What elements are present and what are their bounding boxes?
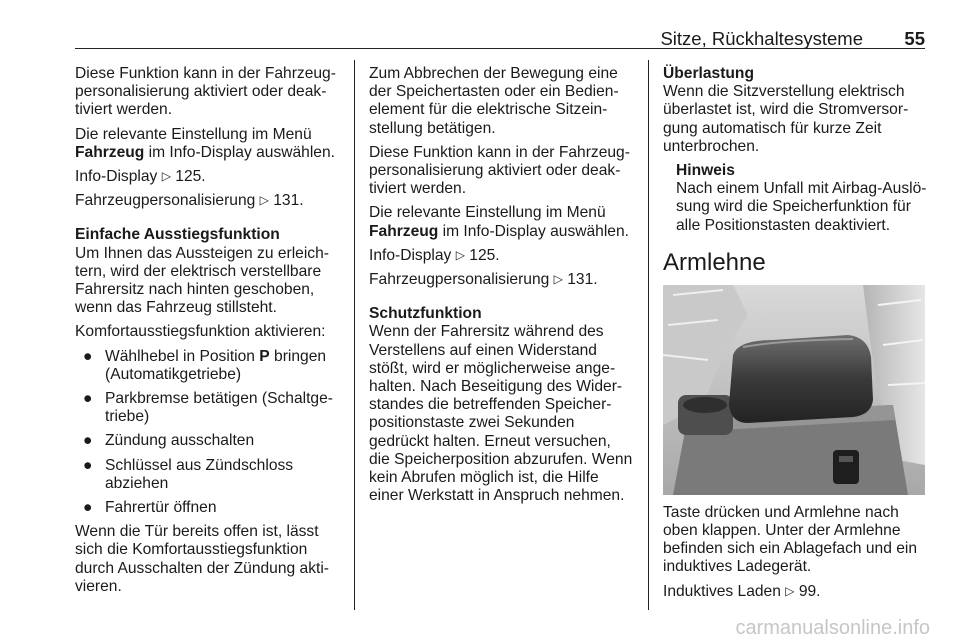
page-ref-triangle-icon: ▷: [553, 272, 563, 287]
subheading: Überlastung: [663, 65, 754, 82]
bullet-icon: ●: [83, 499, 93, 517]
paragraph: Diese Funktion kann in der Fahrzeugpersonalisierung aktiviert oder deaktiviert werden.: [75, 65, 336, 119]
note-text: Nach einem Unfall mit Airbag-Auslösung wird die Speicherfunktion für alle Positionstasten deaktiviert.: [676, 180, 927, 234]
paragraph: Zum Abbrechen der Bewegung eine der Speichertasten oder ein Bedienelement für die elektrische Sitzeinstellung betätigen.: [369, 65, 619, 137]
page-reference[interactable]: Info-Display ▷ 125.: [75, 168, 206, 186]
subheading: Einfache Ausstiegsfunktion: [75, 226, 280, 244]
paragraph: Wenn der Fahrersitz während des Verstellens auf einen Widerstand stößt, wird er möglicherweise angehalten. Nach Beseitigung des Widerstandes die betreffenden Speicherpositionstaste zwei Sekunden gedrückt halten. Erneut versuchen, die Speicherposition abzurufen. Wenn kein Abrufen möglich ist, die Hilfe einer Werkstatt in Anspruch nehmen.: [369, 323, 633, 505]
paragraph: Die relevante Einstellung im Menü Fahrzeug im Info-Display auswählen.: [369, 204, 629, 240]
page-number: 55: [904, 28, 925, 49]
header-title: Sitze, Rückhaltesysteme: [660, 28, 863, 49]
column-divider: [354, 60, 355, 610]
menu-name: Fahrzeug: [369, 222, 439, 240]
menu-name: Fahrzeug: [75, 143, 145, 161]
list-item: ● Zündung ausschalten: [83, 432, 255, 450]
section-title: Armlehne: [663, 248, 766, 276]
list-item: ● Fahrertür öffnen: [83, 499, 217, 517]
page-header: [75, 0, 925, 49]
paragraph: Wenn die Sitzverstellung elektrisch überlastet ist, wird die Stromversorgung automatisch für kurze Zeit unterbrochen.: [663, 83, 909, 155]
page-ref-triangle-icon: ▷: [785, 583, 795, 598]
bullet-icon: ●: [83, 456, 93, 474]
list-item: ● Wählhebel in Position P bringen (Automatikgetriebe): [83, 347, 327, 383]
armrest-photo: [663, 285, 925, 495]
column-1: [75, 65, 345, 602]
list-item: ● Schlüssel aus Zündschloss abziehen: [83, 456, 294, 492]
list-item: ● Parkbremse betätigen (Schaltgetriebe): [83, 390, 333, 426]
bullet-icon: ●: [83, 347, 93, 365]
column-2: [369, 65, 634, 511]
page-reference[interactable]: Fahrzeugpersonalisierung ▷ 131.: [75, 192, 304, 210]
paragraph: Taste drücken und Armlehne nach oben klappen. Unter der Armlehne befinden sich ein Ablagefach und ein induktives Ladegerät.: [663, 503, 918, 576]
page-reference[interactable]: Induktives Laden ▷ 99.: [663, 582, 821, 600]
note-title: Hinweis: [676, 162, 735, 180]
page-reference[interactable]: Fahrzeugpersonalisierung ▷ 131.: [369, 271, 598, 289]
page-ref-triangle-icon: ▷: [259, 193, 269, 208]
paragraph: Die relevante Einstellung im Menü Fahrzeug im Info-Display auswählen.: [75, 125, 335, 161]
bullet-icon: ●: [83, 432, 93, 450]
page-ref-triangle-icon: ▷: [161, 169, 171, 184]
note-box: [663, 162, 928, 235]
paragraph: Um Ihnen das Aussteigen zu erleichtern, wird der elektrisch verstellbare Fahrersitz nach hinten geschoben, wenn das Fahrzeug stillsteht.: [75, 244, 329, 317]
subheading: Schutzfunktion: [369, 305, 482, 323]
watermark: carmanualsonline.info: [735, 617, 930, 639]
column-divider: [648, 60, 649, 610]
page-ref-triangle-icon: ▷: [455, 247, 465, 262]
paragraph: Diese Funktion kann in der Fahrzeugpersonalisierung aktiviert oder deaktiviert werden.: [369, 143, 630, 198]
paragraph: Komfortausstiegsfunktion aktivieren:: [75, 323, 326, 341]
page-reference[interactable]: Info-Display ▷ 125.: [369, 246, 500, 264]
column-3: [663, 65, 928, 607]
paragraph: Wenn die Tür bereits offen ist, lässt sich die Komfortausstiegsfunktion durch Ausschalten der Zündung aktivieren.: [75, 523, 329, 595]
bullet-icon: ●: [83, 390, 93, 408]
